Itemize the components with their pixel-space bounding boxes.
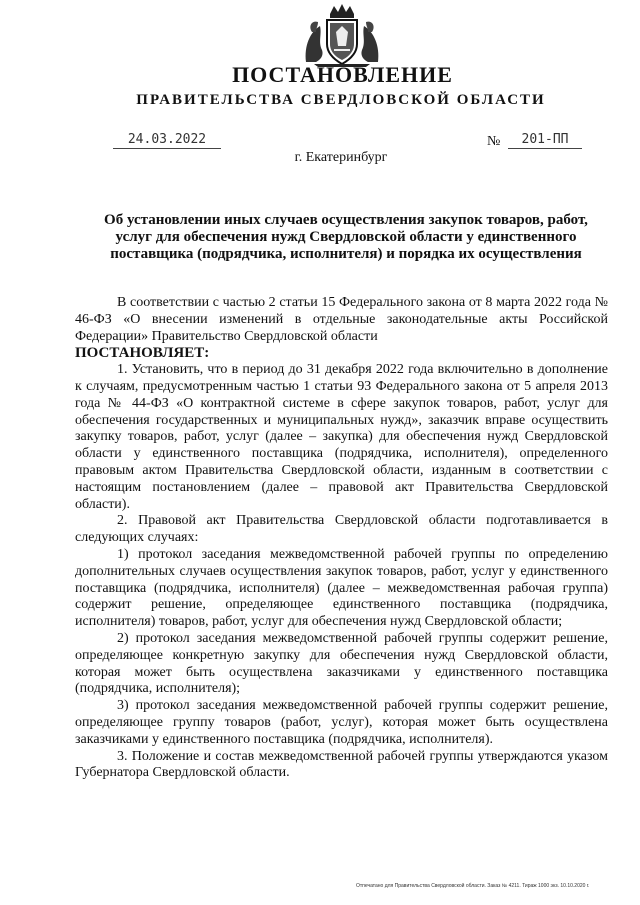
paragraph-1: 1. Установить, что в период до 31 декабря 2022 года включительно в дополнение к случаям, предусмотренным частью 1 статьи 93 Федерального закона от 5 апреля 2013 года № 44-ФЗ «О контрактной системе в сфере закупок товаров, работ, услуг для обеспечения государственных и муниципальных нужд», заказчик вправе осуществить закупку товаров, работ, услуг (далее – закупка) для обеспечения нужд Свердловской области у единственного поставщика (подрядчика, исполнителя), определенного правовым актом Правительства Свердловской области, изданным в соответствии с настоящим постановлением (далее – правовой акт Правительства Свердловской области). [75, 362, 608, 512]
decree-word: ПОСТАНОВЛЯЕТ: [75, 345, 210, 362]
print-footer: Отпечатано для Правительства Свердловской области. Заказ № 4211. Тираж 1000 экз. 10.10.2020 г. [356, 883, 590, 889]
preamble-paragraph: В соответствии с частью 2 статьи 15 Федерального закона от 8 марта 2022 года № 46-ФЗ «О внесении изменений в отдельные законодательные акты Российской Федерации» Правительство Свердловской области [75, 295, 608, 344]
issuing-authority: ПРАВИТЕЛЬСТВА СВЕРДЛОВСКОЙ ОБЛАСТИ [136, 92, 546, 108]
paragraph-2: 2. Правовой акт Правительства Свердловской области подготавливается в следующих случаях: [75, 513, 608, 546]
paragraph-2-item-2: 2) протокол заседания межведомственной рабочей группы содержит решение, определяющее конкретную закупку для обеспечения нужд Свердловской области, которая может быть осуществлена заказчиками у единственного поставщика (подрядчика, исполнителя); [75, 630, 608, 697]
paragraph-2-item-3: 3) протокол заседания межведомственной рабочей группы содержит решение, определяющее группу товаров (работ, услуг), которая может быть осуществлена заказчиками у единственного поставщика (подрядчика, исполнителя). [75, 698, 608, 747]
document-date: 24.03.2022 [113, 132, 221, 149]
number-sign: № [487, 134, 501, 149]
document-number: 201-ПП [508, 132, 582, 149]
coat-of-arms-emblem [300, 2, 384, 68]
document-heading: Об установлении иных случаев осуществления закупок товаров, работ, услуг для обеспечения нужд Свердловской области у единственного поставщика (подрядчика, исполнителя) и порядка их осуществления [104, 212, 588, 262]
city-name: г. Екатеринбург [294, 150, 388, 165]
paragraph-2-item-1: 1) протокол заседания межведомственной рабочей группы по определению дополнительных случаев осуществления закупок товаров, работ, услуг у единственного поставщика (подрядчика, исполнителя) (далее – межведомственная рабочая группа) содержит решение, определяющее единственного поставщика (подрядчика, исполнителя) товаров, работ, услуг для обеспечения нужд Свердловской области; [75, 546, 608, 630]
document-body [75, 295, 608, 782]
paragraph-3: 3. Положение и состав межведомственной рабочей группы утверждаются указом Губернатора Свердловской области. [75, 748, 608, 781]
document-type-title: ПОСТАНОВЛЕНИЕ [232, 62, 453, 87]
